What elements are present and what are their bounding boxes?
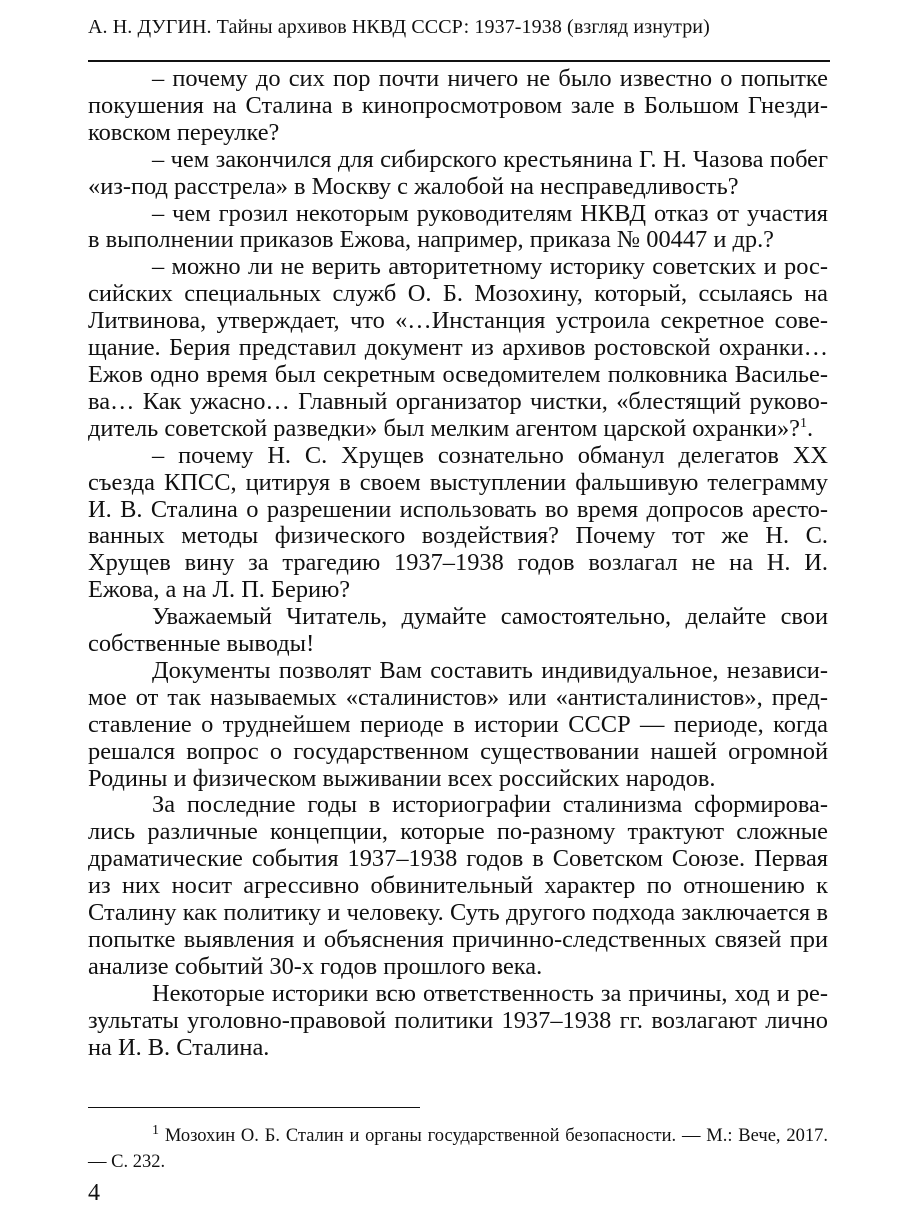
header-rule xyxy=(88,60,830,62)
paragraph-question-nkvd-orders: – чем грозил некоторым руководителям НКВД отказ от участия в выполнении приказов Ежова, например, приказа № 00447 и др.? xyxy=(88,199,828,254)
page-number: 4 xyxy=(88,1180,100,1206)
paragraph-question-assassination: – почему до сих пор почти ничего не было известно о попытке покушения на Сталина в кинопросмотровом зале в Большом Гнездиковском переулке? xyxy=(88,65,828,146)
paragraph-question-mozokhin: – можно ли не верить авторитетному историку советских и российских специальных служб О. Б. Мозохину, который, ссылаясь на Литвинова, утверждает, что «…Инстанция устроила секретное совещание. Берия представил документ из архивов ростовской охранки… Ежов одно время был секретным осведомителем полковника Васильева… Как ужасно… Главный организатор чистки, «блестящий руководитель советской разведки» был мелким агентом царской охранки»?$^1$. xyxy=(88,253,828,442)
footnote-text: Мозохин О. Б. Сталин и органы государственной безопасности. — М.: Вече, 2017. — С. 232. xyxy=(88,1126,828,1172)
paragraph-documents: Документы позволят Вам составить индивидуальное, независимое от так называемых «сталинистов» или «антисталинистов», представление о труднейшем периоде в истории СССР — периоде, когда решался вопрос о государственном существовании нашей огромной Родины и физическом выживании всех российских народов. xyxy=(88,656,828,792)
paragraph-historians: Некоторые историки всю ответственность за причины, ход и результаты уголовно-правовой политики 1937–1938 гг. возлагают лично на И. В. Сталина. xyxy=(88,979,828,1061)
paragraph-question-khrushchev: – почему Н. С. Хрущев сознательно обманул делегатов XX съезда КПСС, цитируя в своем выступлении фальшивую телеграмму И. В. Сталина о разрешении использовать во время допросов арестованных методы физического воздействия? Почему тот же Н. С. Хрущев вину за трагедию 1937–1938 годов возлагал не на Н. И. Ежова, а на Л. П. Берию? xyxy=(88,441,828,604)
running-header: А. Н. ДУГИН. Тайны архивов НКВД СССР: 1937-1938 (взгляд изнутри) xyxy=(88,16,710,38)
footnote xyxy=(88,1123,828,1175)
footnote-reference[interactable]: 1 xyxy=(800,415,807,431)
paragraph-historiography: За последние годы в историографии сталинизма сформировались различные концепции, которые по-разному трактуют сложные драматические события 1937–1938 годов в Советском Союзе. Первая из них носит агрессивно обвинительный характер по отношению к Сталину как политику и человеку. Суть другого подхода заключается в попытке выявления и объяснения причинно-следственных связей при анализе событий 30-х годов прошлого века. xyxy=(88,791,828,980)
paragraph-reader-appeal: Уважаемый Читатель, думайте самостоятельно, делайте свои собственные выводы! xyxy=(88,603,828,658)
paragraph-question-mozokhin-text: – можно ли не верить авторитетному историку советских и российских специальных служб О. Б. Мозохину, который, ссылаясь на Литвинова, утверждает, что «…Инстанция устроила секретное совещание. Берия представил документ из архивов ростовской охранки… Ежов одно время был секретным осведомителем полковника Васильева… Как ужасно… Главный организатор чистки, «блестящий руководитель советской разведки» был мелким агентом царской охранки»? xyxy=(88,253,828,442)
body-text xyxy=(88,66,828,1062)
footnote-marker: 1 xyxy=(152,1122,159,1138)
paragraph-question-chazov: – чем закончился для сибирского крестьянина Г. Н. Чазова побег «из-под расстрела» в Москву с жалобой на несправедливость? xyxy=(88,145,828,200)
footnote-rule xyxy=(88,1107,420,1108)
